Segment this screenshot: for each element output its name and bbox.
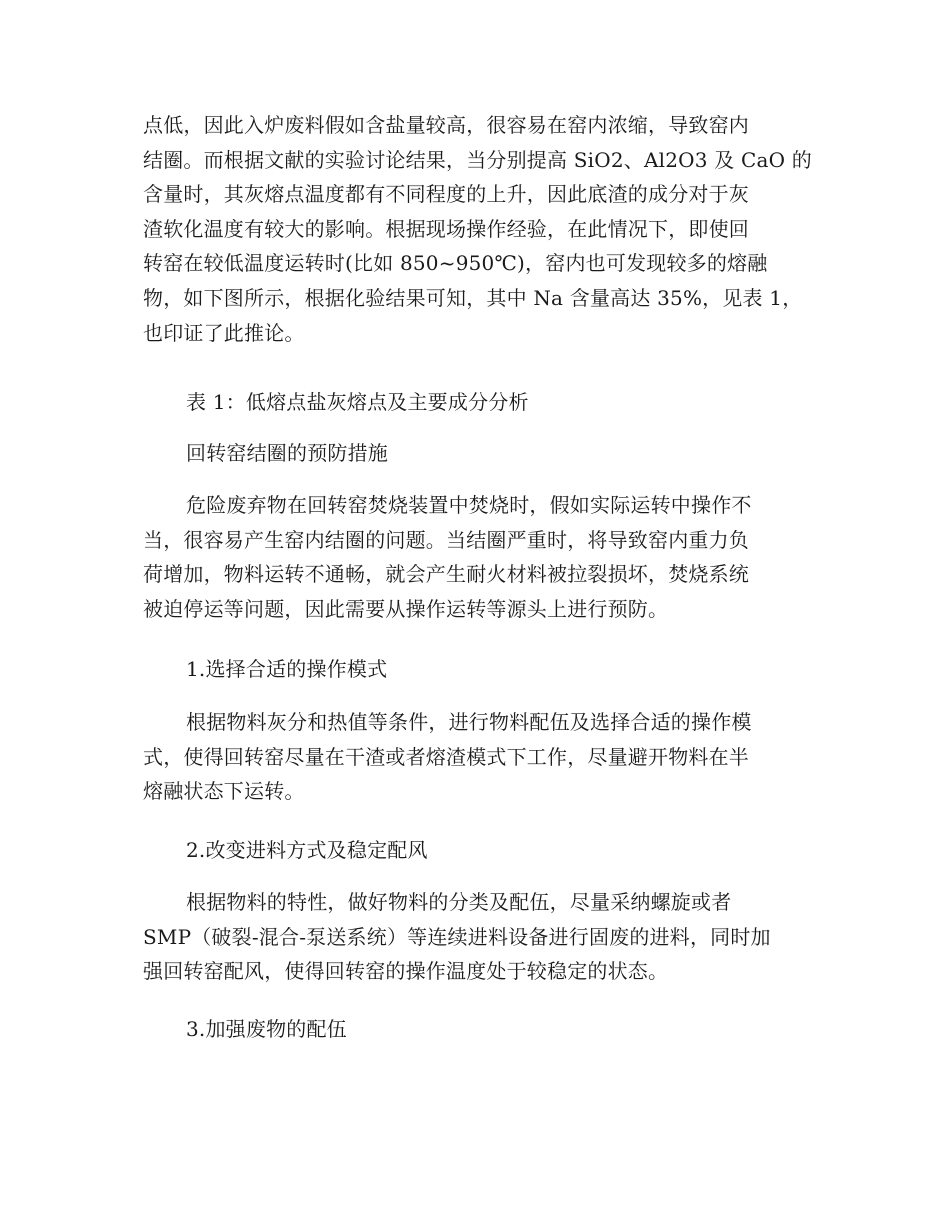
text-line: 转窑在较低温度运转时(比如 850~950℃)，窑内也可发现较多的熔融 (143, 251, 768, 276)
text-line: 3.加强废物的配伍 (186, 1017, 347, 1041)
text-line: 也印证了此推论。 (143, 320, 305, 345)
table-caption (186, 385, 811, 420)
subheading-3 (186, 1012, 811, 1047)
text-line: 点低，因此入炉废料假如含盐量较高，很容易在窑内浓缩，导致窑内 (143, 113, 749, 137)
text-line: 表 1：低熔点盐灰熔点及主要成分分析 (186, 390, 529, 414)
paragraph-ring-formation (143, 488, 811, 626)
text-line: 熔融状态下运转。 (143, 779, 305, 804)
text-line: 被迫停运等问题，因此需要从操作运转等源头上进行预防。 (143, 596, 669, 621)
subheading-2 (186, 833, 811, 868)
text-line: 荷增加，物料运转不通畅，就会产生耐火材料被拉裂损坏，焚烧系统 (143, 562, 749, 587)
text-line: 物，如下图所示，根据化验结果可知，其中 Na 含量高达 35%，见表 1， (143, 285, 803, 310)
text-line: 式，使得回转窑尽量在干渣或者熔渣模式下工作，尽量避开物料在半 (143, 744, 749, 769)
text-line: 危险废弃物在回转窑焚烧装置中焚烧时，假如实际运转中操作不 (186, 493, 752, 517)
text-line: 渣软化温度有较大的影响。根据现场操作经验，在此情况下，即使回 (143, 216, 749, 241)
text-line: 强回转窑配风，使得回转窑的操作温度处于较稳定的状态。 (143, 959, 669, 984)
text-line: SMP（破裂-混合-泵送系统）等连续进料设备进行固废的进料，同时加 (143, 924, 771, 949)
paragraph-ash-melting (143, 108, 811, 350)
section-heading (186, 436, 811, 471)
subheading-1 (186, 652, 811, 687)
paragraph-feeding (143, 885, 811, 989)
text-line: 根据物料灰分和热值等条件，进行物料配伍及选择合适的操作模 (186, 710, 752, 734)
text-line: 结圈。而根据文献的实验讨论结果，当分别提高 SiO2、Al2O3 及 CaO 的 (143, 147, 812, 172)
text-line: 含量时，其灰熔点温度都有不同程度的上升，因此底渣的成分对于灰 (143, 182, 749, 207)
text-line: 1.选择合适的操作模式 (186, 657, 388, 681)
text-line: 回转窑结圈的预防措施 (186, 441, 388, 465)
paragraph-operation-mode (143, 705, 811, 809)
text-line: 根据物料的特性，做好物料的分类及配伍，尽量采纳螺旋或者 (186, 890, 732, 914)
text-line: 当，很容易产生窑内结圈的问题。当结圈严重时，将导致窑内重力负 (143, 527, 749, 552)
text-line: 2.改变进料方式及稳定配风 (186, 838, 428, 862)
